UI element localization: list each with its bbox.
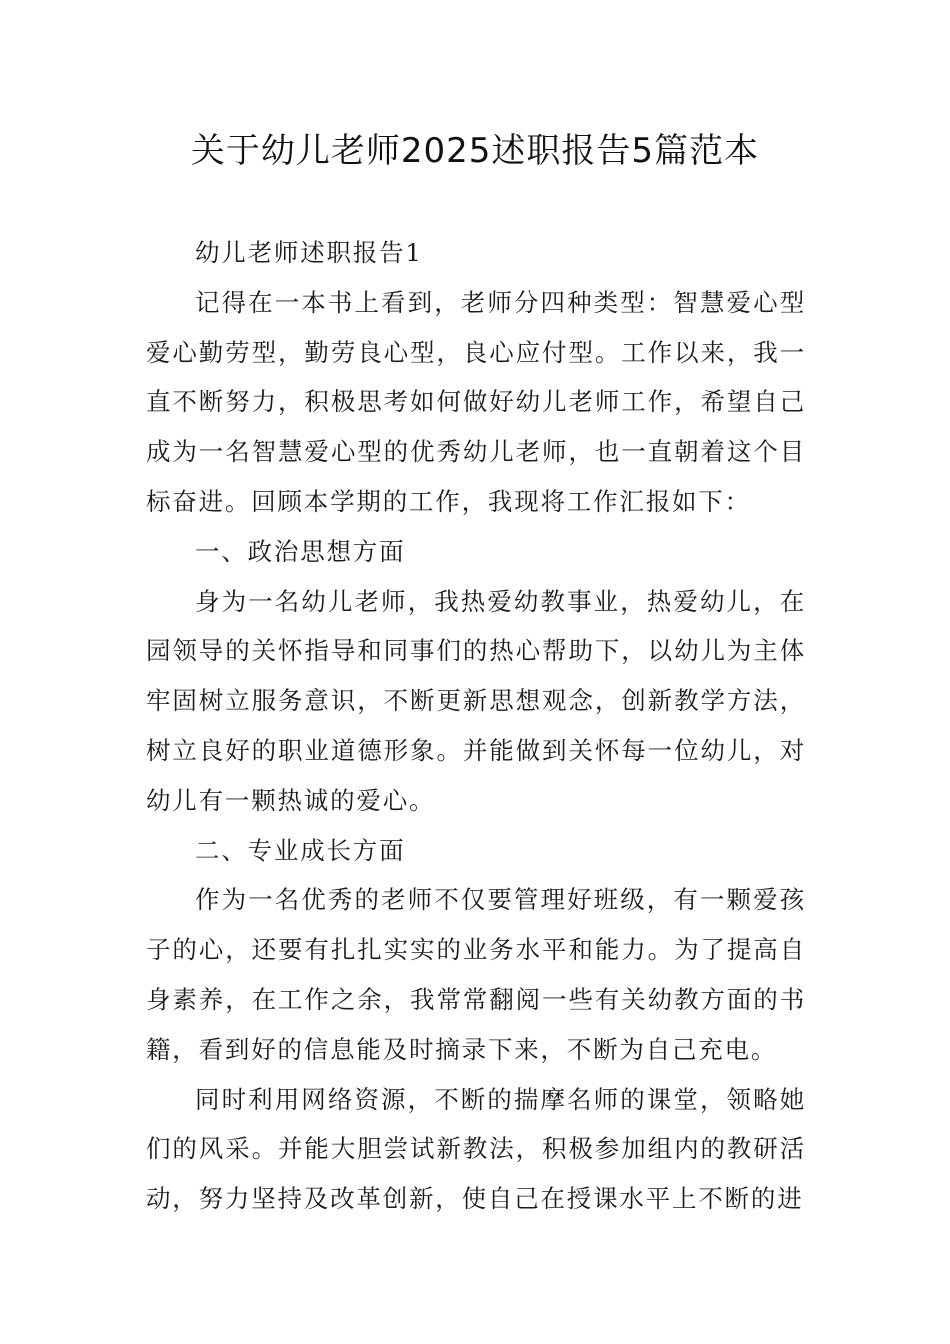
intro-paragraph: 记得在一本书上看到，老师分四种类型：智慧爱心型爱心勤劳型，勤劳良心型，良心应付型。工作以来，我一直不断努力，积极思考如何做好幼儿老师工作，希望自己成为一名智慧爱心型的优秀幼儿老师，也一直朝着这个目标奋进。回顾本学期的工作，我现将工作汇报如下： [146,287,806,516]
report-heading: 幼儿老师述职报告1 [195,238,423,267]
document-title: 关于幼儿老师2025述职报告5篇范本 [190,131,760,171]
section-heading-professional: 二、专业成长方面 [195,835,406,865]
professional-paragraph: 作为一名优秀的老师不仅要管理好班级，有一颗爱孩子的心，还要有扎扎实实的业务水平和能力。为了提高自身素养，在工作之余，我常常翻阅一些有关幼教方面的书籍，看到好的信息能及时摘录下来，不断为自己充电。 [146,885,806,1064]
section-heading-political: 一、政治思想方面 [195,536,406,566]
network-paragraph: 同时利用网络资源，不断的揣摩名师的课堂，领略她们的风采。并能大胆尝试新教法，积极参加组内的教研活动，努力坚持及改革创新，使自己在授课水平上不断的进 [146,1084,806,1214]
document-body [146,228,806,1224]
political-paragraph: 身为一名幼儿老师，我热爱幼教事业，热爱幼儿，在园领导的关怀指导和同事们的热心帮助下，以幼儿为主体牢固树立服务意识，不断更新思想观念，创新教学方法，树立良好的职业道德形象。并能做到关怀每一位幼儿，对幼儿有一颗热诚的爱心。 [146,586,806,815]
